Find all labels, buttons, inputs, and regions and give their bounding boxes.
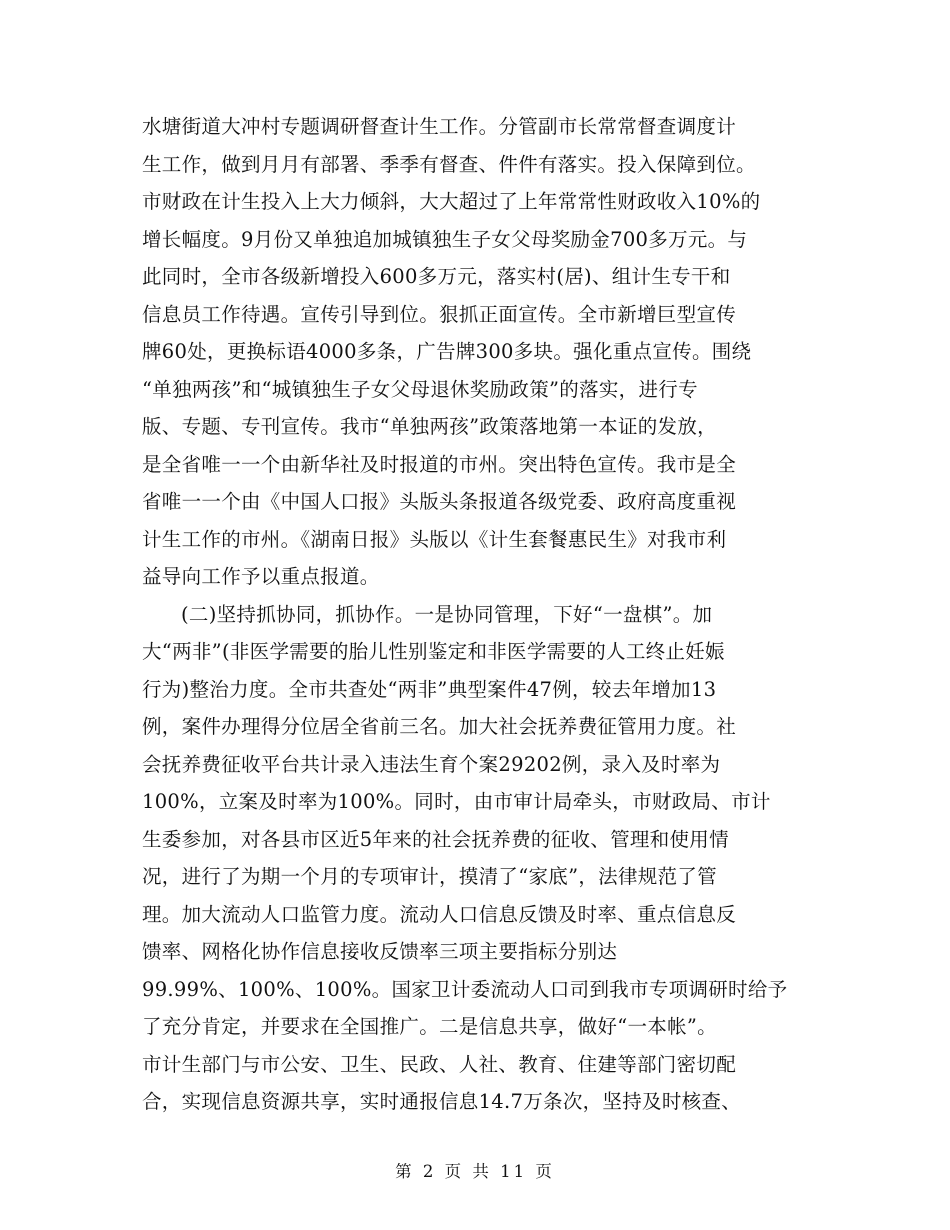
text-line: “单独两孩”和“城镇独生子女父母退休奖励政策”的落实，进行专 — [142, 377, 698, 401]
text-line: 馈率、网格化协作信息接收反馈率三项主要指标分别达 — [142, 940, 618, 963]
text-line: 生工作，做到月月有部署、季季有督查、件件有落实。投入保障到位。 — [142, 152, 756, 176]
text-line: 大“两非”(非医学需要的胎儿性别鉴定和非医学需要的人工终止妊娠 — [142, 640, 725, 663]
text-line: 版、专题、专刊宣传。我市“单独两孩”政策落地第一本证的发放， — [142, 415, 717, 438]
text-line: 是全省唯一一个由新华社及时报道的市州。突出特色宣传。我市是全 — [142, 452, 737, 476]
text-line: 益导向工作予以重点报道。 — [142, 565, 380, 588]
text-line: 信息员工作待遇。宣传引导到位。狠抓正面宣传。全市新增巨型宣传 — [142, 302, 737, 326]
text-line: 例，案件办理得分位居全省前三名。加大社会抚养费征管用力度。社 — [142, 715, 737, 738]
text-line: 100%，立案及时率为100%。同时，由市审计局牵头，市财政局、市计 — [142, 790, 771, 813]
text-line: 增长幅度。9月份又单独追加城镇独生子女父母奖励金700多万元。与 — [142, 227, 748, 251]
text-line: 合，实现信息资源共享，实时通报信息14.7万条次，坚持及时核查、 — [142, 1090, 742, 1113]
text-line: 生委参加，对各县市区近5年来的社会抚养费的征收、管理和使用情 — [142, 827, 729, 851]
text-line: 况，进行了为期一个月的专项审计，摸清了“家底”，法律规范了管 — [142, 865, 717, 888]
text-line: 此同时，全市各级新增投入600多万元，落实村(居)、组计生专干和 — [142, 265, 731, 288]
body-text — [142, 108, 812, 1121]
text-line: 省唯一一个由《中国人口报》头版头条报道各级党委、政府高度重视 — [142, 490, 737, 513]
text-line: (二)坚持抓协同，抓协作。一是协同管理，下好“一盘棋”。加 — [181, 602, 713, 626]
text-line: 理。加大流动人口监管力度。流动人口信息反馈及时率、重点信息反 — [142, 902, 737, 926]
text-line: 市计生部门与市公安、卫生、民政、人社、教育、住建等部门密切配 — [142, 1052, 737, 1076]
page-number-footer: 第 2 页 共 11 页 — [395, 1162, 555, 1181]
text-line: 市财政在计生投入上大力倾斜，大大超过了上年常常性财政收入10%的 — [142, 190, 761, 213]
text-line: 行为)整治力度。全市共查处“两非”典型案件47例，较去年增加13 — [142, 677, 717, 701]
text-line: 牌60处，更换标语4000多条，广告牌300多块。强化重点宣传。围绕 — [142, 340, 752, 363]
text-line: 计生工作的市州。《湖南日报》头版以《计生套餐惠民生》对我市利 — [142, 527, 727, 551]
text-line: 水塘街道大冲村专题调研督查计生工作。分管副市长常常督查调度计 — [142, 115, 737, 138]
text-line: 会抚养费征收平台共计录入违法生育个案29202例，录入及时率为 — [142, 752, 721, 776]
text-line: 99.99%、100%、100%。国家卫计委流动人口司到我市专项调研时给予 — [142, 977, 788, 1001]
text-line: 了充分肯定，并要求在全国推广。二是信息共享，做好“一本帐”。 — [142, 1015, 717, 1038]
